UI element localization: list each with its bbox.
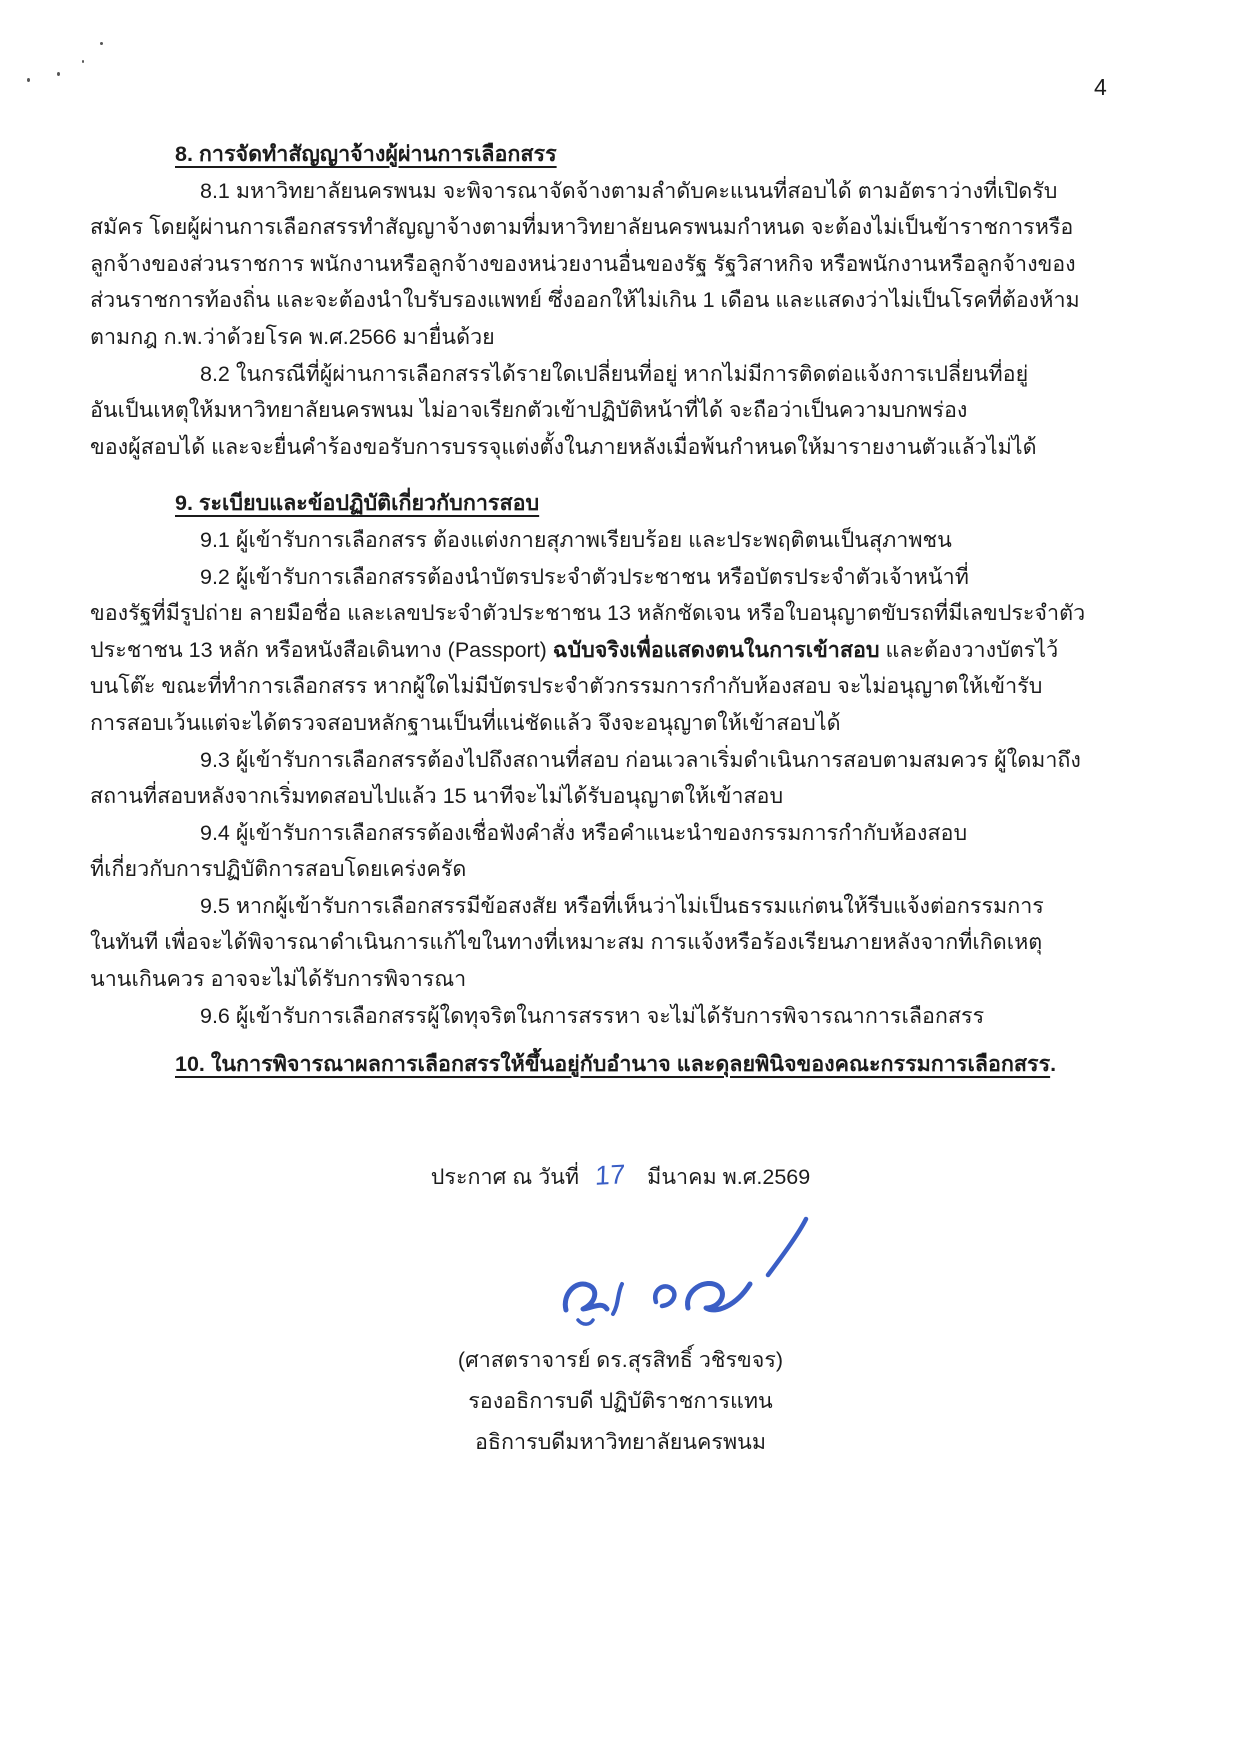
text-line: นานเกินควร อาจจะไม่ได้รับการพิจารณา bbox=[90, 967, 467, 992]
section-9-heading: 9. ระเบียบและข้อปฏิบัติเกี่ยวกับการสอบ bbox=[175, 491, 540, 516]
section-10-heading: 10. ในการพิจารณาผลการเลือกสรรให้ขึ้นอยู่กับอำนาจ และดุลยพินิจของคณะกรรมการเลือกสรร. bbox=[175, 1052, 1057, 1077]
announcement-date-line bbox=[90, 1157, 1151, 1196]
text-line: 8.2 ในกรณีที่ผู้ผ่านการเลือกสรรได้รายใดเปลี่ยนที่อยู่ หากไม่มีการติดต่อแจ้งการเปลี่ยนที่อยู่ bbox=[200, 361, 1029, 386]
text-line: อันเป็นเหตุให้มหาวิทยาลัยนครพนม ไม่อาจเรียกตัวเข้าปฏิบัติหน้าที่ได้ จะถือว่าเป็นความบกพร่อง bbox=[90, 398, 968, 423]
date-prefix: ประกาศ ณ วันที่ bbox=[430, 1164, 580, 1189]
text-line: 9.4 ผู้เข้ารับการเลือกสรรต้องเชื่อฟังคำสั่ง หรือคำแนะนำของกรรมการกำกับห้องสอบ bbox=[200, 820, 968, 845]
scan-speck bbox=[27, 78, 30, 82]
section-8-heading: 8. การจัดทำสัญญาจ้างผู้ผ่านการเลือกสรร bbox=[175, 142, 557, 166]
handwritten-day: 17 bbox=[594, 1159, 626, 1191]
text-line: 9.3 ผู้เข้ารับการเลือกสรรต้องไปถึงสถานที่สอบ ก่อนเวลาเริ่มดำเนินการสอบตามสมควร ผู้ใดมาถึง bbox=[200, 747, 1081, 772]
vertical-spacer bbox=[90, 1034, 1151, 1046]
date-suffix: มีนาคม พ.ศ.2569 bbox=[647, 1164, 811, 1189]
signer-title-line-1: รองอธิการบดี ปฏิบัติราชการแทน bbox=[468, 1389, 773, 1414]
text-line: บนโต๊ะ ขณะที่ทำการเลือกสรร หากผู้ใดไม่มีบัตรประจำตัวกรรมการกำกับห้องสอบ จะไม่อนุญาตให้เข้ารับ bbox=[90, 674, 1043, 699]
text-line: สมัคร โดยผู้ผ่านการเลือกสรรทำสัญญาจ้างตามที่มหาวิทยาลัยนครพนมกำหนด จะต้องไม่เป็นข้าราชการหรือ bbox=[90, 215, 1074, 240]
text-line: สถานที่สอบหลังจากเริ่มทดสอบไปแล้ว 15 นาทีจะไม่ได้รับอนุญาตให้เข้าสอบ bbox=[90, 784, 784, 809]
pen-stroke-mark bbox=[762, 1215, 812, 1281]
scan-speck bbox=[57, 72, 60, 76]
text-line: ของผู้สอบได้ และจะยื่นคำร้องขอรับการบรรจุแต่งตั้งในภายหลังเมื่อพ้นกำหนดให้มารายงานตัวแล้วไม่ได้ bbox=[90, 434, 1037, 459]
page-number: 4 bbox=[1094, 74, 1107, 100]
text-line: 8.1 มหาวิทยาลัยนครพนม จะพิจารณาจัดจ้างตามลำดับคะแนนที่สอบได้ ตามอัตราว่างที่เปิดรับ bbox=[200, 178, 1058, 203]
trailing-period: . bbox=[1050, 1052, 1057, 1077]
text-line: ที่เกี่ยวกับการปฏิบัติการสอบโดยเคร่งครัด bbox=[90, 857, 467, 882]
signer-name: (ศาสตราจารย์ ดร.สุรสิทธิ์ วชิรขจร) bbox=[457, 1348, 784, 1373]
text-line: ประชาชน 13 หลัก หรือหนังสือเดินทาง (Passport) ฉบับจริงเพื่อแสดงตนในการเข้าสอบ และต้องวางบัตรไว้ bbox=[90, 637, 1059, 662]
text-line: การสอบเว้นแต่จะได้ตรวจสอบหลักฐานเป็นที่แน่ชัดแล้ว จึงจะอนุญาตให้เข้าสอบได้ bbox=[90, 710, 841, 735]
text-line: ลูกจ้างของส่วนราชการ พนักงานหรือลูกจ้างของหน่วยงานอื่นของรัฐ รัฐวิสาหกิจ หรือพนักงานหรือลูกจ้างของ bbox=[90, 251, 1076, 276]
vertical-spacer bbox=[90, 465, 1151, 485]
scan-speck bbox=[100, 42, 103, 45]
text-line: ในทันที เพื่อจะได้พิจารณาดำเนินการแก้ไขในทางที่เหมาะสม การแจ้งหรือร้องเรียนภายหลังจากที่เกิดเหตุ bbox=[90, 930, 1043, 955]
signer-title-line-2: อธิการบดีมหาวิทยาลัยนครพนม bbox=[474, 1430, 767, 1455]
text-line: ส่วนราชการท้องถิ่น และจะต้องนำใบรับรองแพทย์ ซึ่งออกให้ไม่เกิน 1 เดือน และแสดงว่าไม่เป็นโรคที่ต้องห้าม bbox=[90, 288, 1080, 313]
text-line: 9.6 ผู้เข้ารับการเลือกสรรผู้ใดทุจริตในการสรรหา จะไม่ได้รับการพิจารณาการเลือกสรร bbox=[200, 1003, 985, 1028]
signature-ink bbox=[558, 1268, 758, 1342]
text-line: 9.1 ผู้เข้ารับการเลือกสรร ต้องแต่งกายสุภาพเรียบร้อย และประพฤติตนเป็นสุภาพชน bbox=[200, 527, 952, 552]
document-body bbox=[90, 136, 1151, 1463]
bold-emphasis: ฉบับจริงเพื่อแสดงตนในการเข้าสอบ bbox=[552, 637, 880, 662]
text-line: 9.5 หากผู้เข้ารับการเลือกสรรมีข้อสงสัย หรือที่เห็นว่าไม่เป็นธรรมแก่ตนให้รีบแจ้งต่อกรรมการ bbox=[200, 893, 1044, 918]
text-line: 9.2 ผู้เข้ารับการเลือกสรรต้องนำบัตรประจำตัวประชาชน หรือบัตรประจำตัวเจ้าหน้าที่ bbox=[200, 564, 969, 589]
scan-speck bbox=[82, 60, 84, 63]
text-line: ตามกฎ ก.พ.ว่าด้วยโรค พ.ศ.2566 มายื่นด้วย bbox=[90, 324, 495, 349]
text-line: ของรัฐที่มีรูปถ่าย ลายมือชื่อ และเลขประจำตัวประชาชน 13 หลักชัดเจน หรือใบอนุญาตขับรถที่มีเลขประจำตัว bbox=[90, 601, 1086, 626]
